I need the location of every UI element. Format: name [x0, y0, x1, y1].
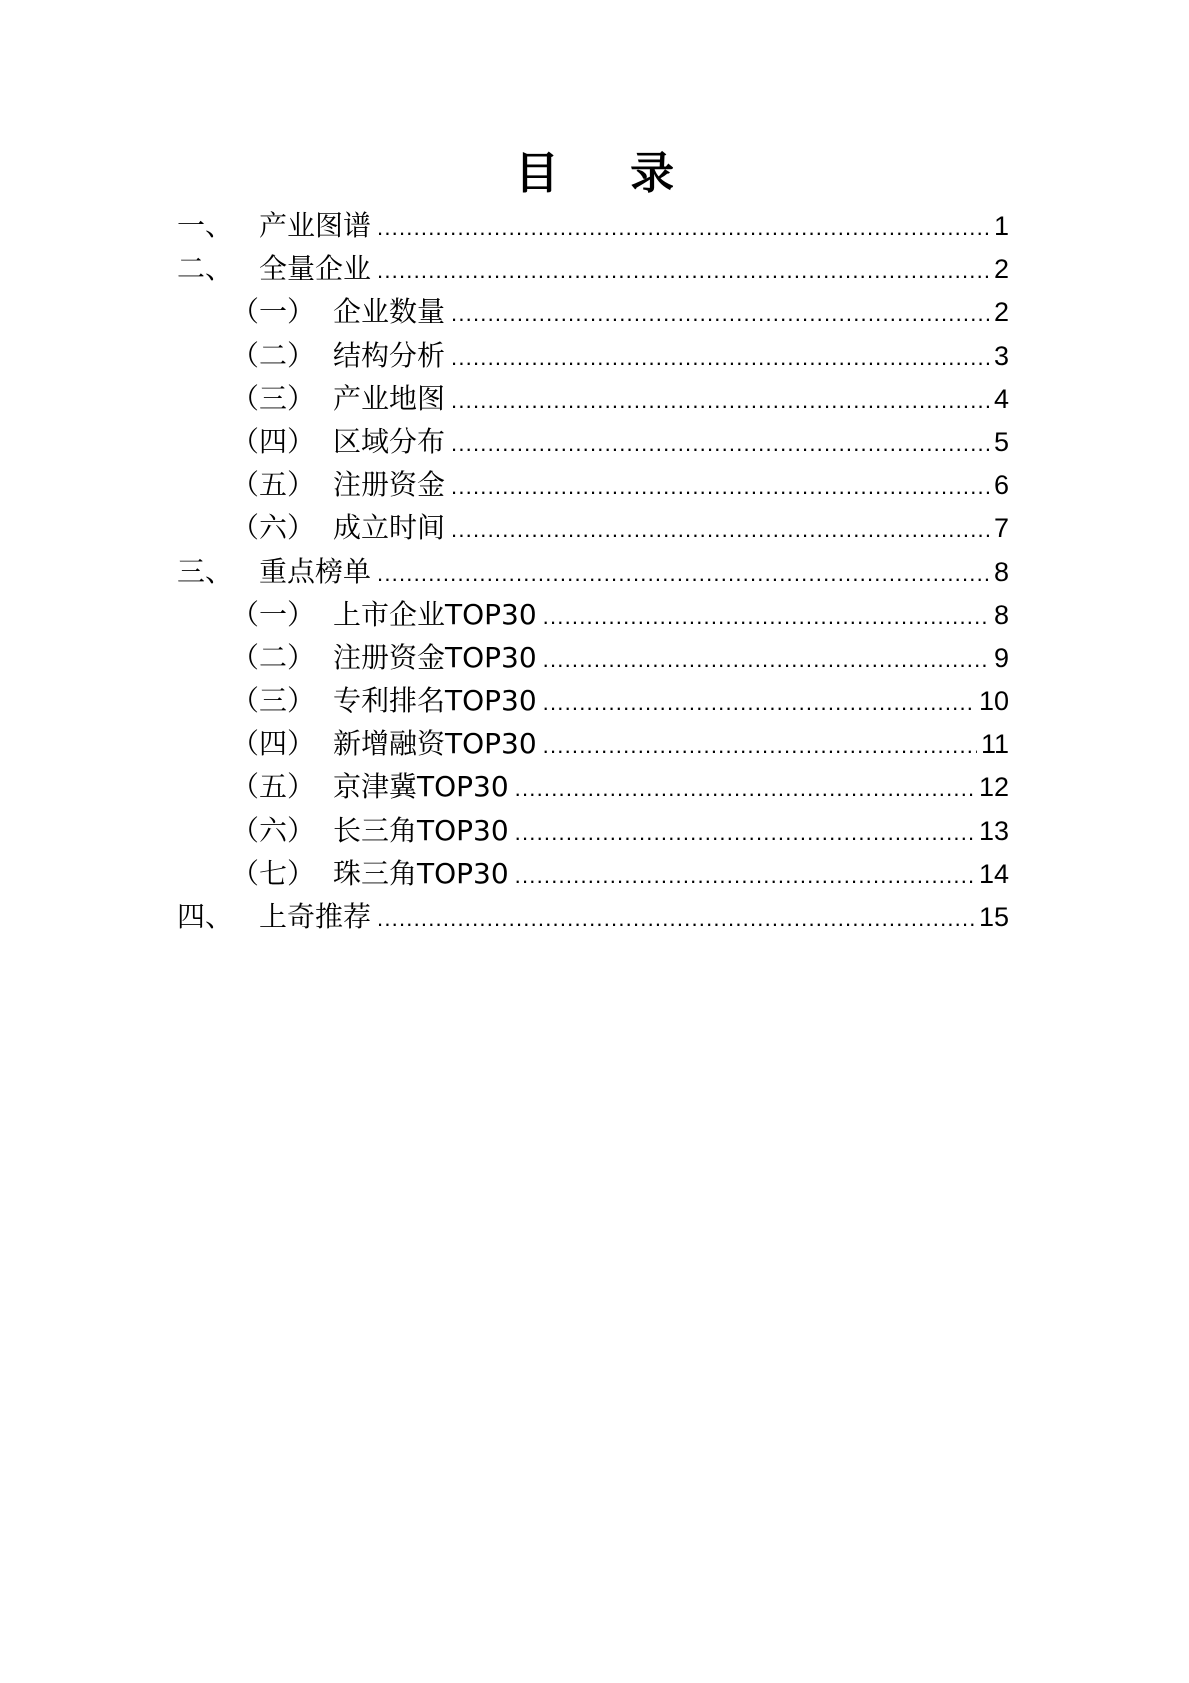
toc-dot-leader	[451, 379, 990, 422]
toc-entry-title: 产业图谱	[259, 209, 372, 242]
toc-entry-number: （一）	[231, 295, 316, 329]
toc-entry[interactable]	[177, 809, 1009, 852]
toc-entry[interactable]	[177, 765, 1009, 808]
toc-entry-number: （六）	[231, 511, 316, 545]
toc-entry-number: （四）	[231, 727, 316, 761]
toc-entry-number: （四）	[231, 424, 316, 458]
toc-dot-leader	[377, 206, 990, 249]
toc-entry-title: 专利排名TOP30	[333, 684, 537, 718]
toc-entry-title: 重点榜单	[259, 554, 372, 588]
toc-entry-title: 企业数量	[333, 295, 446, 329]
toc-entry-title: 新增融资TOP30	[333, 727, 537, 761]
toc-dot-leader	[377, 897, 975, 940]
toc-entry-page: 12	[978, 772, 1009, 803]
toc-entry[interactable]	[177, 593, 1009, 636]
toc-entry-number: （三）	[231, 684, 316, 718]
toc-entry-title: 珠三角TOP30	[333, 856, 509, 890]
toc-entry-page: 13	[978, 815, 1009, 846]
toc-dot-leader	[451, 422, 990, 465]
toc-dot-leader	[515, 854, 975, 897]
toc-entry[interactable]	[177, 506, 1009, 549]
toc-dot-leader	[451, 336, 990, 379]
toc-entry-title: 注册资金TOP30	[333, 640, 537, 674]
toc-entry-number: （二）	[231, 640, 316, 674]
toc-entry-title: 全量企业	[259, 252, 372, 286]
toc-entry-page: 10	[978, 686, 1009, 717]
toc-dot-leader	[377, 552, 990, 595]
toc-entry[interactable]	[177, 334, 1009, 377]
toc-entry-page: 3	[993, 340, 1009, 371]
toc-dot-leader	[451, 465, 990, 508]
toc-entry[interactable]	[177, 722, 1009, 765]
toc-entry[interactable]	[177, 550, 1009, 593]
toc-entry-page: 4	[993, 383, 1009, 414]
toc-entry-page: 15	[978, 902, 1009, 932]
toc-entry-page: 8	[993, 556, 1009, 587]
toc-entry-page: 2	[993, 254, 1009, 285]
toc-entry-number: 四、	[177, 900, 234, 933]
toc-entry[interactable]	[177, 204, 1009, 247]
toc-entry[interactable]	[177, 679, 1009, 722]
toc-dot-leader	[543, 638, 990, 681]
toc-dot-leader	[543, 724, 977, 767]
toc-entry-title: 长三角TOP30	[333, 813, 509, 847]
toc-entry-page: 9	[993, 642, 1009, 673]
toc-entry-number: 一、	[177, 209, 234, 242]
toc-entry[interactable]	[177, 420, 1009, 463]
toc-entry-page: 8	[993, 599, 1009, 630]
toc-entry-title: 成立时间	[333, 511, 446, 545]
toc-entry[interactable]	[177, 895, 1009, 938]
toc-entry[interactable]	[177, 290, 1009, 333]
toc-entry[interactable]	[177, 247, 1009, 290]
toc-dot-leader	[515, 811, 975, 854]
toc-entry-number: （一）	[231, 597, 316, 631]
toc-dot-leader	[515, 767, 975, 810]
toc-entry-title: 上奇推荐	[259, 900, 372, 933]
toc-dot-leader	[451, 292, 990, 335]
toc-list	[177, 204, 1009, 938]
toc-entry-title: 上市企业TOP30	[333, 597, 537, 631]
toc-title: 目 录	[514, 148, 703, 199]
toc-entry-page: 2	[993, 297, 1009, 328]
toc-entry-page: 6	[993, 470, 1009, 501]
toc-entry-number: 三、	[177, 554, 234, 588]
toc-entry-page: 5	[993, 426, 1009, 457]
toc-entry[interactable]	[177, 852, 1009, 895]
toc-dot-leader	[543, 595, 990, 638]
toc-entry-title: 区域分布	[333, 424, 446, 458]
toc-entry[interactable]	[177, 636, 1009, 679]
toc-dot-leader	[543, 681, 975, 724]
toc-entry-page: 14	[978, 858, 1009, 889]
toc-entry-number: （三）	[231, 381, 316, 415]
toc-dot-leader	[451, 508, 990, 551]
toc-entry-page: 11	[980, 729, 1009, 760]
toc-entry-page: 7	[993, 513, 1009, 544]
toc-entry-number: 二、	[177, 252, 234, 286]
toc-entry[interactable]	[177, 377, 1009, 420]
toc-entry-number: （二）	[231, 338, 316, 372]
toc-entry-number: （六）	[231, 813, 316, 847]
toc-entry-number: （七）	[231, 856, 316, 890]
toc-entry-page: 1	[993, 211, 1009, 241]
toc-entry[interactable]	[177, 463, 1009, 506]
toc-entry-number: （五）	[231, 468, 316, 502]
toc-dot-leader	[377, 249, 990, 292]
toc-entry-number: （五）	[231, 770, 316, 804]
toc-entry-title: 结构分析	[333, 338, 446, 372]
toc-entry-title: 注册资金	[333, 468, 446, 502]
toc-entry-title: 京津冀TOP30	[333, 770, 509, 804]
toc-entry-title: 产业地图	[333, 381, 446, 415]
